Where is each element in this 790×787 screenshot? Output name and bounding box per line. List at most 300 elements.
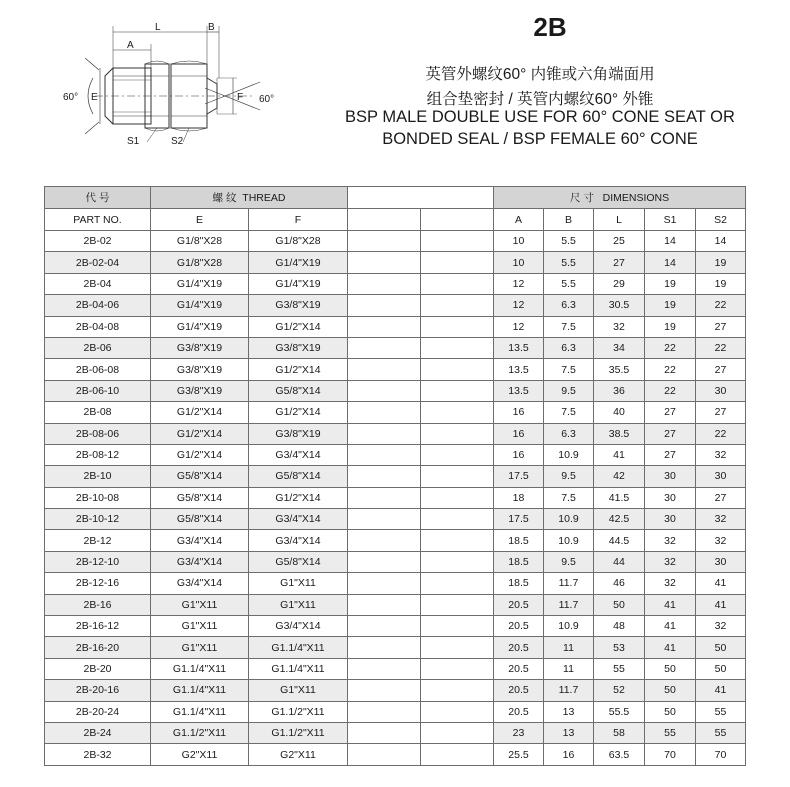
table-row (45, 487, 746, 508)
cell-dim-l: 55.5 (594, 701, 645, 722)
cell-dim-b: 11.7 (544, 680, 594, 701)
cell-dim-b: 10.9 (544, 530, 594, 551)
cell-thread-f: G1"X11 (249, 594, 348, 615)
cell-dim-s2: 30 (696, 380, 746, 401)
cell-blank (348, 658, 421, 679)
cell-thread-f: G5/8"X14 (249, 466, 348, 487)
cell-dim-a: 13.5 (494, 380, 544, 401)
cell-dim-a: 13.5 (494, 359, 544, 380)
product-code: 2B (533, 12, 567, 42)
cell-dim-b: 13 (544, 701, 594, 722)
cell-thread-e: G1.1/4"X11 (151, 658, 249, 679)
cell-thread-f: G3/8"X19 (249, 337, 348, 358)
cell-part-no: 2B-20-16 (45, 680, 151, 701)
cell-dim-a: 16 (494, 423, 544, 444)
cell-blank (348, 744, 421, 765)
cell-part-no: 2B-24 (45, 722, 151, 743)
thread-header (151, 187, 348, 209)
table-row (45, 466, 746, 487)
cell-part-no: 2B-06-10 (45, 380, 151, 401)
cell-dim-b: 13 (544, 722, 594, 743)
cell-dim-a: 17.5 (494, 466, 544, 487)
cell-thread-e: G5/8"X14 (151, 487, 249, 508)
cell-dim-b: 9.5 (544, 551, 594, 572)
cell-blank (348, 380, 421, 401)
table-row (45, 252, 746, 273)
cell-part-no: 2B-12 (45, 530, 151, 551)
cell-dim-l: 63.5 (594, 744, 645, 765)
cell-dim-s2: 32 (696, 616, 746, 637)
cell-dim-s2: 55 (696, 701, 746, 722)
cell-dim-l: 44 (594, 551, 645, 572)
cell-thread-f: G1/2"X14 (249, 316, 348, 337)
cell-dim-l: 32 (594, 316, 645, 337)
cell-dim-l: 40 (594, 402, 645, 423)
header-row-2 (45, 209, 746, 231)
cell-dim-s2: 19 (696, 252, 746, 273)
cell-dim-a: 18 (494, 487, 544, 508)
cell-blank (421, 680, 494, 701)
cell-blank (421, 316, 494, 337)
cell-dim-a: 23 (494, 722, 544, 743)
cell-blank (421, 423, 494, 444)
cell-blank (348, 466, 421, 487)
cell-dim-b: 5.5 (544, 252, 594, 273)
cell-blank (421, 744, 494, 765)
cell-dim-s2: 27 (696, 359, 746, 380)
cell-dim-a: 13.5 (494, 337, 544, 358)
cell-dim-a: 16 (494, 402, 544, 423)
angle-label-right: 60° (259, 94, 275, 105)
header-row-1 (45, 187, 746, 209)
cell-thread-e: G1/8"X28 (151, 252, 249, 273)
cell-thread-f: G3/4"X14 (249, 509, 348, 530)
cell-dim-l: 41 (594, 444, 645, 465)
cell-blank (348, 573, 421, 594)
cell-blank (421, 359, 494, 380)
cell-part-no: 2B-16-20 (45, 637, 151, 658)
cell-dim-s2: 22 (696, 295, 746, 316)
table-row (45, 616, 746, 637)
cell-dim-s1: 14 (645, 252, 696, 273)
cell-dim-l: 35.5 (594, 359, 645, 380)
cell-dim-s1: 50 (645, 680, 696, 701)
cell-part-no: 2B-10 (45, 466, 151, 487)
cell-dim-b: 11 (544, 658, 594, 679)
cell-thread-f: G1/2"X14 (249, 359, 348, 380)
cell-blank (348, 231, 421, 252)
cell-blank (348, 680, 421, 701)
cell-dim-a: 10 (494, 231, 544, 252)
cell-dim-a: 25.5 (494, 744, 544, 765)
table-row (45, 295, 746, 316)
cell-thread-e: G1/2"X14 (151, 423, 249, 444)
cell-blank (421, 466, 494, 487)
cell-dim-s2: 32 (696, 444, 746, 465)
cell-part-no: 2B-06-08 (45, 359, 151, 380)
cell-thread-f: G3/8"X19 (249, 295, 348, 316)
cell-dim-b: 9.5 (544, 380, 594, 401)
table-row (45, 380, 746, 401)
cell-thread-f: G1.1/4"X11 (249, 658, 348, 679)
cell-dim-a: 10 (494, 252, 544, 273)
cell-thread-f: G1/8"X28 (249, 231, 348, 252)
cell-dim-b: 11.7 (544, 594, 594, 615)
cell-blank (421, 487, 494, 508)
col-header-blank-1 (348, 209, 421, 231)
col-header-blank-2 (421, 209, 494, 231)
cell-thread-e: G1/2"X14 (151, 444, 249, 465)
cell-dim-s2: 27 (696, 316, 746, 337)
cell-dim-s2: 55 (696, 722, 746, 743)
cell-thread-e: G3/8"X19 (151, 380, 249, 401)
cell-dim-a: 20.5 (494, 637, 544, 658)
cell-dim-b: 16 (544, 744, 594, 765)
cell-dim-s1: 70 (645, 744, 696, 765)
cell-dim-a: 12 (494, 273, 544, 294)
cell-thread-e: G1/4"X19 (151, 316, 249, 337)
title-english-line-1: BSP MALE DOUBLE USE FOR 60° CONE SEAT OR (345, 108, 735, 126)
cell-dim-l: 34 (594, 337, 645, 358)
cell-blank (421, 594, 494, 615)
dim-label-L: L (155, 22, 161, 33)
cell-dim-s1: 30 (645, 466, 696, 487)
cell-part-no: 2B-32 (45, 744, 151, 765)
cell-thread-f: G1.1/4"X11 (249, 637, 348, 658)
cell-dim-b: 6.3 (544, 423, 594, 444)
dimensions-header-zh: 尺 寸 (569, 192, 594, 204)
cell-blank (348, 337, 421, 358)
cell-dim-s1: 30 (645, 487, 696, 508)
table-row (45, 444, 746, 465)
cell-dim-a: 16 (494, 444, 544, 465)
dim-label-B: B (208, 22, 215, 33)
title-english-line-2: BONDED SEAL / BSP FEMALE 60° CONE (382, 130, 698, 148)
cell-blank (421, 337, 494, 358)
cell-thread-e: G1/4"X19 (151, 295, 249, 316)
cell-dim-b: 7.5 (544, 316, 594, 337)
table-row (45, 594, 746, 615)
cell-dim-s1: 41 (645, 594, 696, 615)
cell-blank (421, 573, 494, 594)
cell-blank (421, 273, 494, 294)
cell-dim-s2: 14 (696, 231, 746, 252)
cell-thread-e: G1/4"X19 (151, 273, 249, 294)
cell-thread-e: G1"X11 (151, 616, 249, 637)
cell-dim-a: 18.5 (494, 573, 544, 594)
cell-blank (421, 616, 494, 637)
fitting-drawing (55, 18, 305, 158)
cell-blank (421, 722, 494, 743)
cell-blank (421, 658, 494, 679)
cell-dim-s2: 30 (696, 551, 746, 572)
table-row (45, 551, 746, 572)
cell-blank (348, 551, 421, 572)
col-header-F: F (249, 209, 348, 231)
cell-blank (348, 359, 421, 380)
col-header-A: A (494, 209, 544, 231)
cell-dim-l: 58 (594, 722, 645, 743)
cell-thread-f: G2"X11 (249, 744, 348, 765)
cell-dim-s1: 27 (645, 423, 696, 444)
cell-thread-e: G1/2"X14 (151, 402, 249, 423)
cell-dim-a: 20.5 (494, 680, 544, 701)
cell-thread-f: G3/4"X14 (249, 616, 348, 637)
cell-dim-s2: 27 (696, 487, 746, 508)
thread-header-en: THREAD (242, 192, 286, 204)
cell-thread-f: G3/4"X14 (249, 530, 348, 551)
cell-dim-b: 11 (544, 637, 594, 658)
cell-part-no: 2B-16-12 (45, 616, 151, 637)
cell-blank (421, 444, 494, 465)
part-no-header-zh: 代 号 (45, 187, 151, 209)
cell-blank (421, 701, 494, 722)
cell-dim-s2: 27 (696, 402, 746, 423)
cell-dim-s1: 30 (645, 509, 696, 530)
cell-blank (421, 530, 494, 551)
angle-label-left: 60° (63, 92, 79, 103)
cell-thread-e: G1"X11 (151, 637, 249, 658)
cell-thread-e: G1.1/4"X11 (151, 701, 249, 722)
cell-dim-s2: 22 (696, 337, 746, 358)
cell-part-no: 2B-02 (45, 231, 151, 252)
cell-thread-e: G1.1/2"X11 (151, 722, 249, 743)
cell-dim-l: 27 (594, 252, 645, 273)
dim-label-S2: S2 (171, 136, 184, 147)
cell-thread-f: G1/2"X14 (249, 487, 348, 508)
cell-blank (348, 487, 421, 508)
cell-dim-l: 52 (594, 680, 645, 701)
cell-dim-l: 36 (594, 380, 645, 401)
cell-dim-s1: 27 (645, 402, 696, 423)
cell-thread-f: G1/4"X19 (249, 252, 348, 273)
cell-dim-s2: 30 (696, 466, 746, 487)
table-row (45, 273, 746, 294)
cell-blank (348, 295, 421, 316)
cell-blank (421, 509, 494, 530)
cell-dim-b: 6.3 (544, 337, 594, 358)
cell-dim-b: 7.5 (544, 359, 594, 380)
cell-dim-s1: 41 (645, 616, 696, 637)
cell-blank (421, 637, 494, 658)
cell-blank (348, 444, 421, 465)
dimensions-header (494, 187, 746, 209)
blank-header (348, 187, 494, 209)
cell-dim-s1: 19 (645, 273, 696, 294)
col-header-S1: S1 (645, 209, 696, 231)
cell-blank (348, 530, 421, 551)
cell-dim-s1: 22 (645, 359, 696, 380)
cell-dim-s1: 14 (645, 231, 696, 252)
cell-dim-s1: 50 (645, 658, 696, 679)
dimensions-header-en: DIMENSIONS (602, 192, 670, 204)
cell-dim-s1: 55 (645, 722, 696, 743)
cell-thread-e: G3/8"X19 (151, 359, 249, 380)
cell-dim-l: 44.5 (594, 530, 645, 551)
cell-dim-s2: 22 (696, 423, 746, 444)
cell-dim-b: 7.5 (544, 402, 594, 423)
cell-blank (348, 722, 421, 743)
cell-dim-a: 20.5 (494, 616, 544, 637)
cell-dim-b: 7.5 (544, 487, 594, 508)
cell-dim-b: 5.5 (544, 231, 594, 252)
cell-part-no: 2B-04-08 (45, 316, 151, 337)
table-row (45, 701, 746, 722)
cell-dim-b: 9.5 (544, 466, 594, 487)
table-row (45, 509, 746, 530)
cell-blank (348, 273, 421, 294)
cell-dim-s2: 32 (696, 530, 746, 551)
cell-part-no: 2B-04 (45, 273, 151, 294)
cell-dim-l: 41.5 (594, 487, 645, 508)
cell-blank (348, 402, 421, 423)
cell-dim-s1: 32 (645, 530, 696, 551)
title-chinese-line-2: 组合垫密封 / 英管内螺纹60° 外锥 (426, 91, 654, 108)
cell-part-no: 2B-06 (45, 337, 151, 358)
cell-part-no: 2B-20-24 (45, 701, 151, 722)
cell-dim-a: 12 (494, 295, 544, 316)
cell-dim-l: 53 (594, 637, 645, 658)
table-row (45, 337, 746, 358)
cell-part-no: 2B-20 (45, 658, 151, 679)
cell-part-no: 2B-10-08 (45, 487, 151, 508)
cell-dim-l: 42 (594, 466, 645, 487)
dim-label-F: F (237, 92, 244, 103)
col-header-E: E (151, 209, 249, 231)
cell-dim-s1: 27 (645, 444, 696, 465)
cell-dim-b: 10.9 (544, 509, 594, 530)
cell-blank (348, 509, 421, 530)
cell-dim-s1: 32 (645, 551, 696, 572)
cell-dim-l: 25 (594, 231, 645, 252)
cell-dim-a: 20.5 (494, 658, 544, 679)
cell-part-no: 2B-02-04 (45, 252, 151, 273)
col-header-S2: S2 (696, 209, 746, 231)
cell-thread-e: G3/4"X14 (151, 530, 249, 551)
table-row (45, 316, 746, 337)
cell-dim-l: 46 (594, 573, 645, 594)
table-row (45, 637, 746, 658)
table-row (45, 530, 746, 551)
cell-thread-e: G1/8"X28 (151, 231, 249, 252)
cell-part-no: 2B-12-10 (45, 551, 151, 572)
cell-dim-l: 29 (594, 273, 645, 294)
table-row (45, 231, 746, 252)
thread-header-zh: 螺 纹 (212, 192, 237, 204)
col-header-B: B (544, 209, 594, 231)
cell-dim-s2: 50 (696, 637, 746, 658)
part-no-header-en: PART NO. (45, 209, 151, 231)
cell-dim-b: 6.3 (544, 295, 594, 316)
cell-part-no: 2B-16 (45, 594, 151, 615)
cell-thread-e: G5/8"X14 (151, 509, 249, 530)
cell-dim-b: 10.9 (544, 616, 594, 637)
dim-label-E: E (91, 92, 98, 103)
table-row (45, 423, 746, 444)
cell-thread-f: G3/8"X19 (249, 423, 348, 444)
cell-thread-f: G5/8"X14 (249, 551, 348, 572)
cell-dim-s2: 41 (696, 573, 746, 594)
cell-blank (421, 231, 494, 252)
cell-part-no: 2B-08-12 (45, 444, 151, 465)
cell-thread-e: G2"X11 (151, 744, 249, 765)
cell-dim-l: 55 (594, 658, 645, 679)
cell-blank (421, 252, 494, 273)
cell-part-no: 2B-08 (45, 402, 151, 423)
cell-blank (421, 380, 494, 401)
cell-dim-a: 12 (494, 316, 544, 337)
cell-thread-e: G3/4"X14 (151, 551, 249, 572)
cell-thread-e: G5/8"X14 (151, 466, 249, 487)
specification-table (44, 186, 746, 766)
cell-thread-f: G3/4"X14 (249, 444, 348, 465)
title-chinese-line-1: 英管外螺纹60° 内锥或六角端面用 (425, 66, 655, 83)
cell-dim-b: 11.7 (544, 573, 594, 594)
table-row (45, 658, 746, 679)
cell-dim-l: 42.5 (594, 509, 645, 530)
dim-label-S1: S1 (127, 136, 140, 147)
col-header-L: L (594, 209, 645, 231)
cell-part-no: 2B-08-06 (45, 423, 151, 444)
cell-thread-f: G1.1/2"X11 (249, 701, 348, 722)
dim-label-A: A (127, 40, 134, 51)
table-row (45, 722, 746, 743)
cell-dim-l: 30.5 (594, 295, 645, 316)
cell-blank (421, 551, 494, 572)
cell-dim-a: 20.5 (494, 594, 544, 615)
cell-dim-a: 20.5 (494, 701, 544, 722)
cell-blank (421, 402, 494, 423)
cell-blank (421, 295, 494, 316)
cell-thread-e: G1"X11 (151, 594, 249, 615)
cell-part-no: 2B-10-12 (45, 509, 151, 530)
cell-thread-f: G1"X11 (249, 680, 348, 701)
table-row (45, 573, 746, 594)
cell-blank (348, 423, 421, 444)
cell-thread-e: G3/4"X14 (151, 573, 249, 594)
cell-thread-f: G1/2"X14 (249, 402, 348, 423)
cell-dim-l: 48 (594, 616, 645, 637)
cell-dim-s2: 32 (696, 509, 746, 530)
cell-dim-s2: 41 (696, 680, 746, 701)
cell-dim-l: 38.5 (594, 423, 645, 444)
cell-dim-a: 18.5 (494, 551, 544, 572)
cell-dim-s1: 32 (645, 573, 696, 594)
cell-blank (348, 316, 421, 337)
cell-blank (348, 616, 421, 637)
cell-part-no: 2B-04-06 (45, 295, 151, 316)
cell-dim-s1: 19 (645, 316, 696, 337)
cell-dim-b: 5.5 (544, 273, 594, 294)
cell-thread-f: G5/8"X14 (249, 380, 348, 401)
cell-thread-f: G1/4"X19 (249, 273, 348, 294)
table-row (45, 744, 746, 765)
cell-part-no: 2B-12-16 (45, 573, 151, 594)
cell-dim-s1: 22 (645, 380, 696, 401)
cell-blank (348, 637, 421, 658)
cell-dim-s1: 50 (645, 701, 696, 722)
cell-dim-s1: 41 (645, 637, 696, 658)
cell-dim-s2: 19 (696, 273, 746, 294)
cell-dim-b: 10.9 (544, 444, 594, 465)
table-row (45, 359, 746, 380)
cell-dim-s2: 50 (696, 658, 746, 679)
cell-dim-s1: 22 (645, 337, 696, 358)
cell-thread-e: G1.1/4"X11 (151, 680, 249, 701)
cell-blank (348, 701, 421, 722)
cell-dim-l: 50 (594, 594, 645, 615)
cell-blank (348, 252, 421, 273)
